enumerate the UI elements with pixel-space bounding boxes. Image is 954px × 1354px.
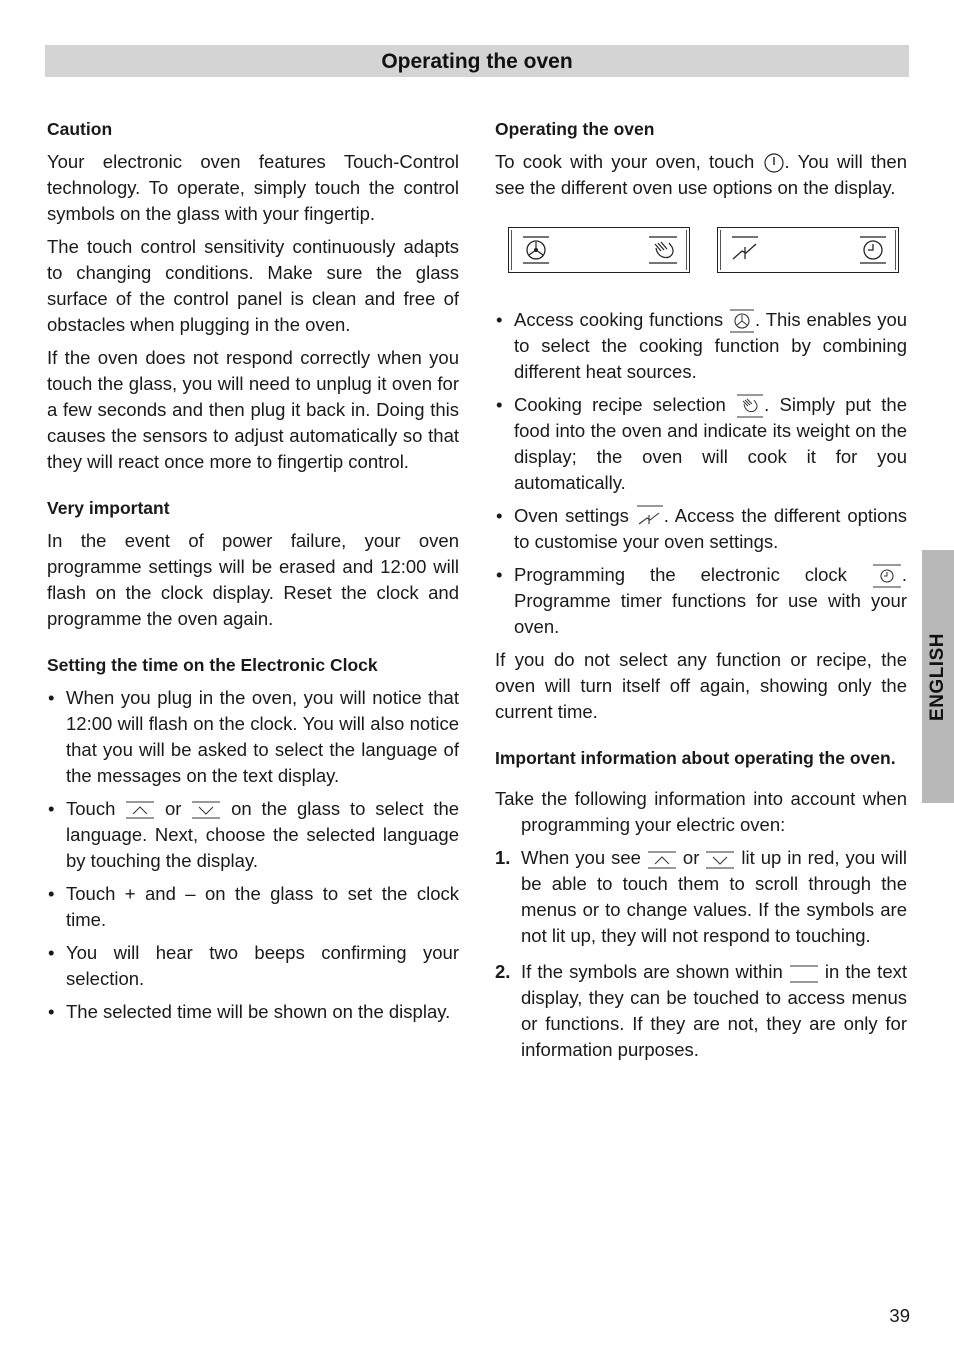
important-info-heading: Important information about operating the oven. xyxy=(495,748,896,769)
arrow-up-icon xyxy=(125,801,155,819)
oven-settings-icon xyxy=(636,505,664,529)
list-item: • Cooking recipe selection . Simply put the food into the oven and indicate its weight on the display; the oven will cook it for you automatically. xyxy=(495,392,907,496)
cooking-functions-icon xyxy=(521,235,551,265)
page-number: 39 xyxy=(889,1305,910,1326)
clock-icon xyxy=(858,235,888,265)
left-column xyxy=(47,116,459,1032)
very-important-heading: Very important xyxy=(47,498,170,518)
arrow-down-icon xyxy=(191,801,221,819)
caution-paragraph-3: If the oven does not respond correctly when you touch the glass, you will need to unplug it oven for a few seconds and then plug it back in. Doing this causes the sensors to adjust automatically so that they will react once more to fingertip control. xyxy=(47,347,459,472)
clock-heading: Setting the time on the Electronic Clock xyxy=(47,655,378,675)
clock-icon xyxy=(872,564,902,588)
arrow-up-icon xyxy=(647,851,677,869)
display-illustration xyxy=(495,227,907,287)
recipe-hand-icon xyxy=(736,394,764,418)
clock-bullet-list xyxy=(47,685,459,1025)
list-item: • You will hear two beeps confirming your selection. xyxy=(47,940,459,992)
list-item: 1. When you see or lit up in red, you will be able to touch them to scroll through the menus or to change values. If the symbols are not lit up, they will not respond to touching. xyxy=(495,847,907,947)
very-important-paragraph: In the event of power failure, your oven programme settings will be erased and 12:00 will flash on the clock display. Reset the clock and programme the oven again. xyxy=(47,530,459,629)
frame-lines-icon xyxy=(789,965,819,983)
list-item: • When you plug in the oven, you will notice that 12:00 will flash on the clock. You will also notice that you will be asked to select the language of the messages on the text display. xyxy=(47,685,459,789)
list-item: • Touch or on the glass to select the language. Next, choose the selected language by touching the display. xyxy=(47,796,459,874)
display-panel-left xyxy=(508,227,690,273)
list-item: • Programming the electronic clock . Programme timer functions for use with your oven. xyxy=(495,562,907,640)
caution-heading: Caution xyxy=(47,119,113,139)
no-select-paragraph: If you do not select any function or recipe, the oven will turn itself off again, showing only the current time. xyxy=(495,649,907,723)
list-item: 2. If the symbols are shown within in the text display, they can be touched to access menus or functions. If they are not, they are only for information purposes. xyxy=(495,961,907,1061)
operating-heading: Operating the oven xyxy=(495,119,655,139)
operating-intro: To cook with your oven, touch . You will then see the different oven use options on the display. xyxy=(495,151,907,198)
list-item: • Oven settings . Access the different options to customise your oven settings. xyxy=(495,503,907,555)
list-item: • The selected time will be shown on the display. xyxy=(47,999,459,1025)
recipe-hand-icon xyxy=(647,235,679,265)
language-tab-label: ENGLISH xyxy=(927,632,948,721)
take-following-paragraph: Take the following information into account when programming your electric oven: xyxy=(495,788,907,836)
cooking-functions-icon xyxy=(729,309,755,333)
page-title: Operating the oven xyxy=(381,50,573,73)
right-column xyxy=(495,116,907,1073)
caution-paragraph-1: Your electronic oven features Touch-Control technology. To operate, simply touch the control symbols on the glass with your fingertip. xyxy=(47,151,459,224)
oven-settings-icon xyxy=(730,235,760,265)
title-bar xyxy=(45,45,909,77)
list-item: • Touch + and – on the glass to set the clock time. xyxy=(47,881,459,933)
operating-bullet-list xyxy=(495,307,907,640)
list-item: • Access cooking functions . This enables you to select the cooking function by combining different heat sources. xyxy=(495,307,907,385)
arrow-down-icon xyxy=(705,851,735,869)
language-tab xyxy=(922,550,954,803)
caution-paragraph-2: The touch control sensitivity continuously adapts to changing conditions. Make sure the glass surface of the control panel is clean and free of obstacles when plugging in the oven. xyxy=(47,236,459,335)
power-icon xyxy=(763,152,785,174)
display-panel-right xyxy=(717,227,899,273)
important-numbered-list xyxy=(495,845,907,1063)
